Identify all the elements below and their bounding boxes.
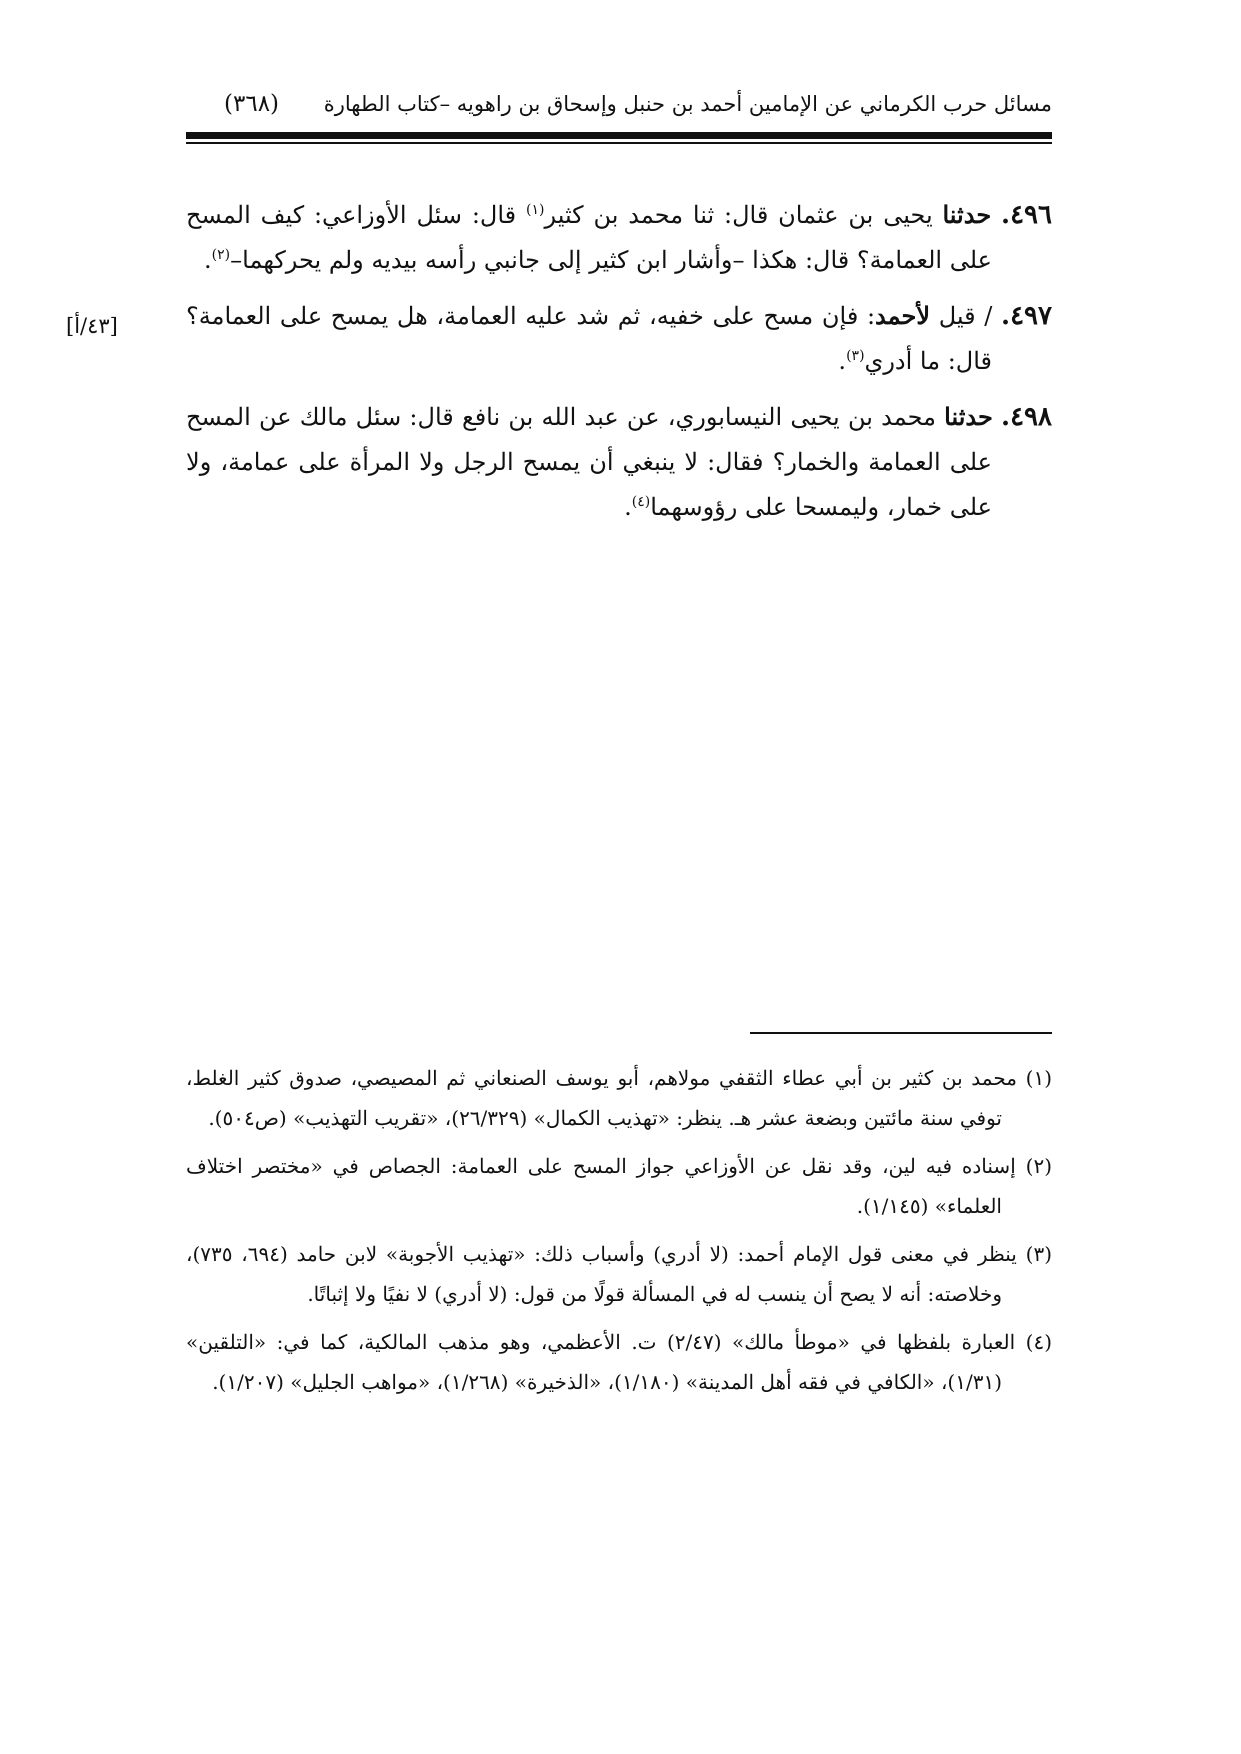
manuscript-folio-marker: [٤٣/أ] xyxy=(66,314,118,338)
footnote-4 xyxy=(186,1322,1052,1402)
header-rule-thick xyxy=(186,132,1052,139)
paragraph-text: . xyxy=(204,246,212,274)
main-text xyxy=(186,192,1052,540)
footnote-text: محمد بن كثير بن أبي عطاء الثقفي مولاهم، أبو يوسف الصنعاني ثم المصيصي، صدوق كثير الغلط، توفي سنة مائتين وبضعة عشر هـ. ينظر: «تهذيب الكمال» (٢٦/٣٢٩)، «تقريب التهذيب» (ص٥٠٤). xyxy=(186,1066,1017,1130)
running-header xyxy=(186,86,1052,122)
paragraph-text: . xyxy=(624,493,632,521)
paragraph-text: قال: سئل الأوزاعي: كيف المسح على العمامة؟ قال: هكذا –وأشار ابن كثير إلى جانبي رأسه بيديه ولم يحركهما– xyxy=(186,201,992,274)
footnote-text: العبارة بلفظها في «موطأ مالك» (٢/٤٧) ت. الأعظمي، وهو مذهب المالكية، كما في: «التلقين» (١/٣١)، «الكافي في فقه أهل المدينة» (١/١٨٠)، «الذخيرة» (١/٢٦٨)، «مواهب الجليل» (١/٢٠٧). xyxy=(186,1330,1016,1394)
issue-number: ٤٩٦. xyxy=(1001,200,1052,230)
paragraph-text: . xyxy=(838,347,847,375)
issue-paragraph-498 xyxy=(186,394,1052,530)
footnote-text: ينظر في معنى قول الإمام أحمد: (لا أدري) وأسباب ذلك: «تهذيب الأجوبة» لابن حامد (٦٩٤، ٧٣٥)، وخلاصته: أنه لا يصح أن ينسب له في المسألة قولًا من قول: (لا أدري) لا نفيًا ولا إثباتًا. xyxy=(186,1242,1017,1306)
lead-word: لأحمد xyxy=(875,301,931,330)
issue-number: ٤٩٧. xyxy=(1001,301,1052,331)
footnote-number: (٢) xyxy=(1025,1154,1053,1178)
page-number: (٣٦٨) xyxy=(224,91,280,117)
lead-word: حدثنا xyxy=(942,200,992,229)
paragraph-text: / قيل xyxy=(930,302,1002,330)
issue-number: ٤٩٨. xyxy=(1001,402,1052,432)
header-title: مسائل حرب الكرماني عن الإمامين أحمد بن حنبل وإسحاق بن راهويه –كتاب الطهارة xyxy=(323,92,1052,116)
footnote-ref[interactable]: (٤) xyxy=(631,494,651,510)
footnote-ref[interactable]: (٣) xyxy=(846,348,865,364)
footnote-2 xyxy=(186,1146,1052,1226)
footnote-number: (٣) xyxy=(1025,1242,1053,1266)
paragraph-text: يحيى بن عثمان قال: ثنا محمد بن كثير xyxy=(544,201,943,229)
issue-paragraph-496 xyxy=(186,192,1052,283)
lead-word: حدثنا xyxy=(944,402,993,431)
footnote-3 xyxy=(186,1234,1052,1314)
footnotes xyxy=(186,1058,1052,1410)
footnote-ref[interactable]: (١) xyxy=(525,202,545,218)
footnote-ref[interactable]: (٢) xyxy=(211,247,231,263)
footnote-number: (٤) xyxy=(1025,1330,1052,1354)
footnote-separator xyxy=(750,1032,1052,1034)
paragraph-text: محمد بن يحيى النيسابوري، عن عبد الله بن نافع قال: سئل مالك عن المسح على العمامة والخمار؟ فقال: لا ينبغي أن يمسح الرجل ولا المرأة على عمامة، ولا على خمار، وليمسحا على رؤوسهما xyxy=(186,403,993,521)
paragraph-text: : فإن مسح على خفيه، ثم شد عليه العمامة، هل يمسح على العمامة؟ قال: ما أدري xyxy=(186,302,992,375)
header-rule-thin xyxy=(186,142,1052,144)
issue-paragraph-497 xyxy=(186,293,1052,384)
footnote-1 xyxy=(186,1058,1052,1138)
footnote-number: (١) xyxy=(1025,1066,1053,1090)
footnote-text: إسناده فيه لين، وقد نقل عن الأوزاعي جواز المسح على العمامة: الجصاص في «مختصر اختلاف العلماء» (١/١٤٥). xyxy=(186,1154,1016,1218)
